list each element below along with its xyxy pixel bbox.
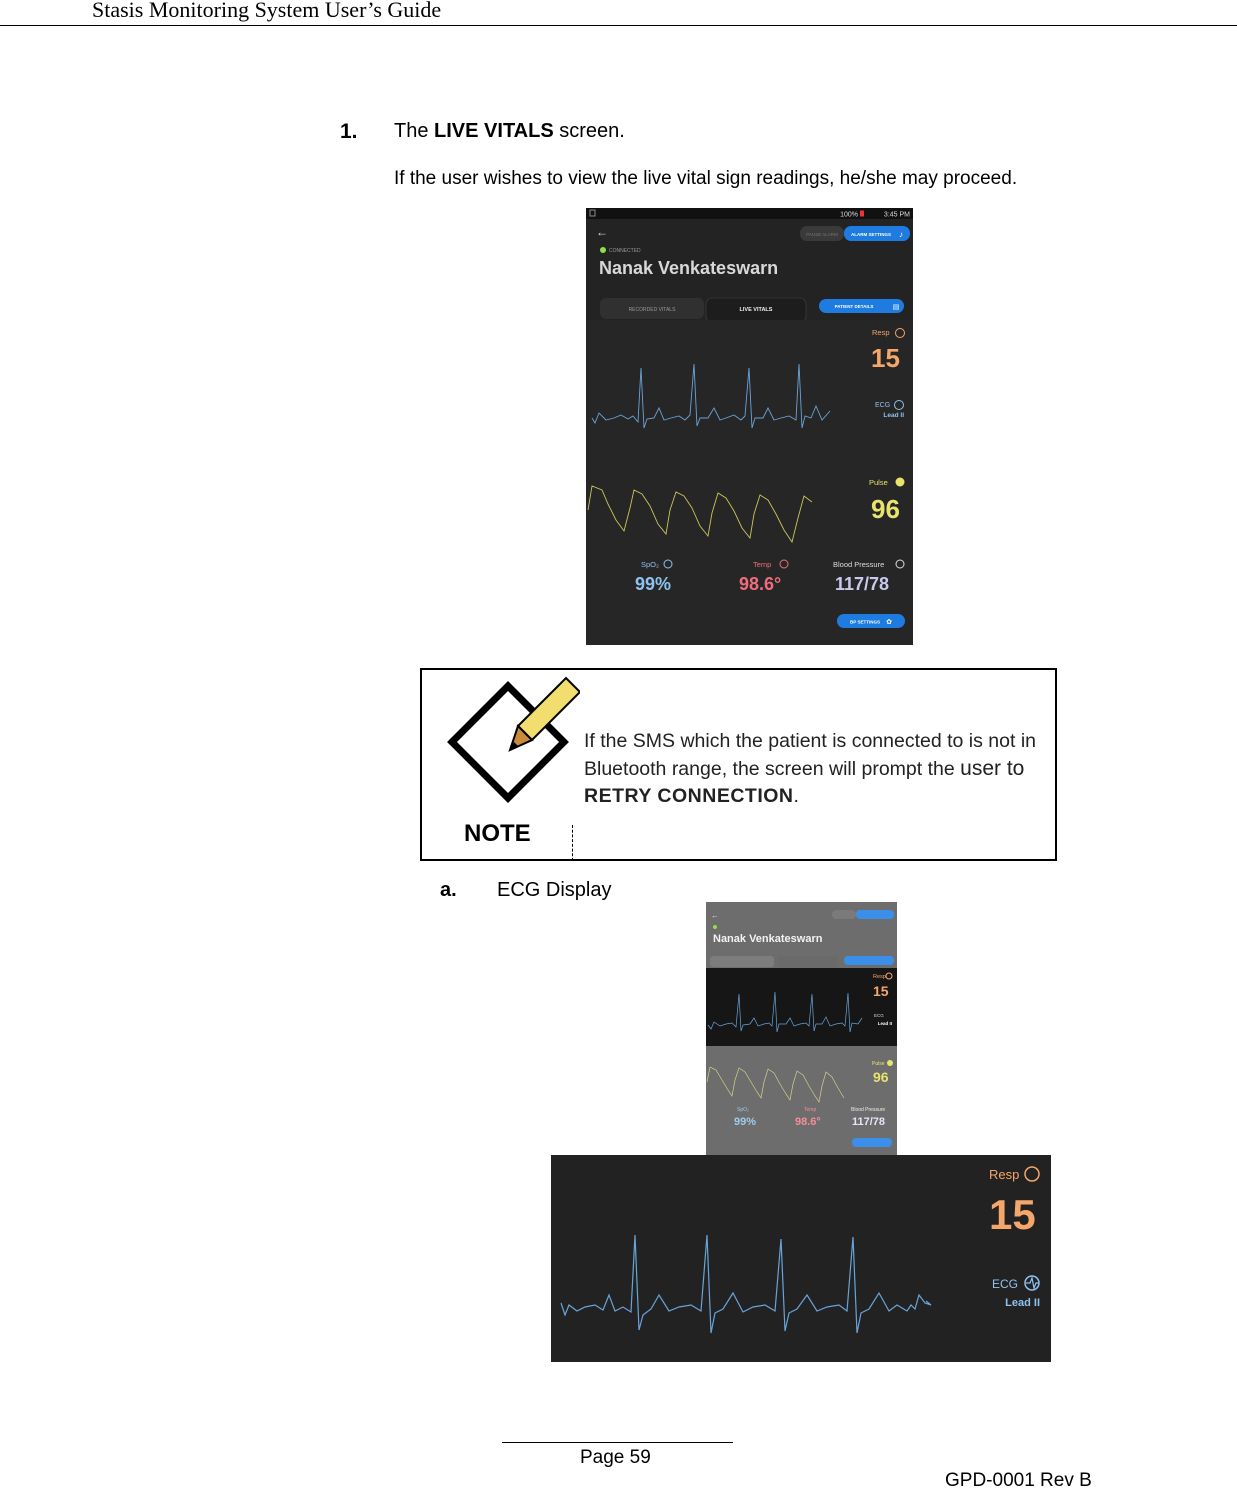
- substep-letter: a.: [440, 879, 457, 901]
- bp-settings-label: BP SETTINGS: [850, 619, 880, 625]
- connected-indicator: [600, 247, 606, 253]
- bp-label: Blood Pressure: [833, 560, 885, 569]
- clipboard-icon: ▤: [892, 304, 900, 311]
- step-prefix: The: [394, 120, 429, 142]
- spo2-label-small: SpO₂: [737, 1107, 749, 1113]
- ecg-highlight-band: [706, 968, 897, 1046]
- footer-rule: [502, 1442, 733, 1443]
- ecg-lead-large: Lead II: [1005, 1297, 1040, 1309]
- resp-value-large: 15: [989, 1191, 1036, 1238]
- clock-time: 3:45 PM: [883, 211, 910, 219]
- live-vitals-screenshot: [586, 208, 913, 645]
- heart-icon: [896, 478, 905, 487]
- resp-value: 15: [871, 343, 900, 373]
- connection-status: CONNECTED: [609, 248, 641, 254]
- temp-value: 98.6°: [739, 574, 782, 594]
- heart-icon: [887, 1060, 893, 1066]
- resp-label-small: Resp: [873, 974, 886, 980]
- bell-icon: ♪: [899, 230, 903, 239]
- pulse-value: 96: [871, 494, 900, 524]
- back-arrow-icon: ←: [711, 911, 719, 920]
- document-id: GPD-0001 Rev B: [945, 1470, 1092, 1491]
- note-box: [420, 668, 1057, 861]
- ecg-label: ECG: [875, 402, 891, 409]
- step-suffix: screen.: [559, 120, 625, 142]
- ecg-lead-small: Lead II: [877, 1021, 892, 1026]
- gear-icon: ✿: [886, 619, 892, 626]
- temp-label-small: Temp: [804, 1107, 817, 1113]
- battery-level: 100%: [840, 211, 858, 219]
- pulse-label: Pulse: [869, 478, 888, 487]
- patient-details-label: PATIENT DETAILS: [834, 304, 874, 309]
- bp-value-small: 117/78: [852, 1116, 886, 1128]
- pulse-label-small: Pulse: [872, 1061, 885, 1067]
- patient-name: Nanak Venkateswarn: [599, 258, 779, 278]
- document-header: Stasis Monitoring System User’s Guide: [92, 0, 442, 22]
- spo2-value-small: 99%: [734, 1116, 757, 1128]
- note-retry-connection: RETRY CONNECTION: [584, 785, 794, 807]
- page-number: Page 59: [580, 1447, 651, 1468]
- header-rule: [0, 25, 1237, 26]
- substep-label: ECG Display: [497, 879, 612, 901]
- pause-alarm-label: PAUSE ALARM: [806, 232, 838, 237]
- tab-live-vitals-label: LIVE VITALS: [739, 307, 773, 313]
- note-divider: [572, 825, 573, 861]
- bp-label-small: Blood Pressure: [851, 1107, 886, 1113]
- note-label: NOTE: [464, 820, 531, 847]
- back-arrow-icon[interactable]: ←: [596, 225, 608, 239]
- resp-value-small: 15: [873, 983, 889, 999]
- temp-label: Temp: [753, 560, 772, 569]
- patient-name-small: Nanak Venkateswarn: [713, 933, 823, 945]
- bp-value: 117/78: [835, 574, 890, 594]
- note-text: [584, 728, 1044, 810]
- ecg-label-small: ECG: [874, 1013, 884, 1018]
- temp-value-small: 98.6°: [795, 1116, 821, 1128]
- spo2-label: SpO₂: [641, 560, 659, 569]
- ecg-detail-screenshot: [551, 1155, 1051, 1362]
- tab-recorded-vitals-label: RECORDED VITALS: [628, 307, 676, 313]
- step-number: 1.: [340, 120, 358, 143]
- ecg-highlight-screenshot: [706, 902, 897, 1155]
- spo2-value: 99%: [635, 574, 672, 594]
- step-title: [394, 120, 625, 143]
- alarm-settings-label: ALARM SETTINGS: [851, 232, 891, 237]
- resp-label-large: Resp: [989, 1167, 1020, 1182]
- ecg-lead: Lead II: [883, 412, 904, 419]
- step-screen-name: LIVE VITALS: [434, 120, 554, 142]
- note-text-end: .: [793, 785, 799, 807]
- note-text-part1: If the SMS which the patient is connected to is not in Bluetooth range, the screen will prompt the: [584, 730, 1037, 780]
- step-intro: If the user wishes to view the live vital sign readings, he/she may proceed.: [394, 168, 1018, 189]
- resp-label: Resp: [872, 328, 890, 337]
- ecg-label-large: ECG: [992, 1277, 1019, 1291]
- note-text-part2: user to: [960, 757, 1025, 780]
- note-pencil-icon: [440, 672, 580, 812]
- pulse-value-small: 96: [873, 1069, 889, 1085]
